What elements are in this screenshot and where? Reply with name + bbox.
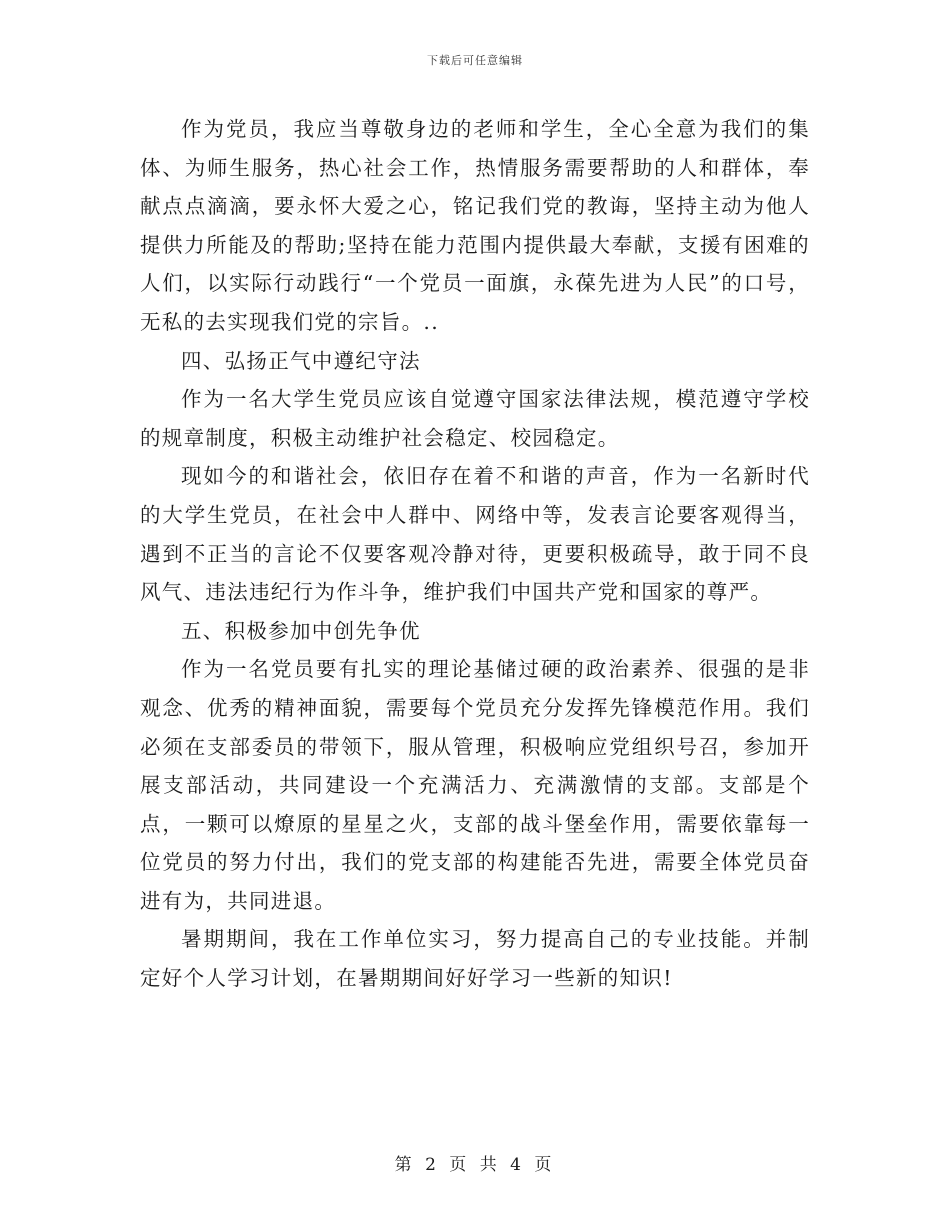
paragraph-service: 作为党员，我应当尊敬身边的老师和学生，全心全意为我们的集体、为师生服务，热心社会工作，热情服务需要帮助的人和群体，奉献点点滴滴，要永怀大爱之心，铭记我们党的教诲，坚持主动为他人提供力所能及的帮助;坚持在能力范围内提供最大奉献，支援有困难的人们，以实际行动践行“一个党员一面旗，永葆先进为人民”的口号，无私的去实现我们党的宗旨。.. — [140, 117, 810, 334]
paragraph-summer: 暑期期间，我在工作单位实习，努力提高自己的专业技能。并制定好个人学习计划，在暑期期间好好学习一些新的知识! — [140, 927, 810, 991]
paragraph-pioneer: 作为一名党员要有扎实的理论基储过硬的政治素养、很强的是非观念、优秀的精神面貌，需要每个党员充分发挥先锋模范作用。我们必须在支部委员的带领下，服从管理，积极响应党组织号召，参加开展支部活动，共同建设一个充满活力、充满激情的支部。支部是个点，一颗可以燎原的星星之火，支部的战斗堡垒作用，需要依靠每一位党员的努力付出，我们的党支部的构建能否先进，需要全体党员奋进有为，共同进退。 — [140, 657, 810, 913]
page-number: 第 2 页 共 4 页 — [394, 1155, 556, 1175]
section-heading-5: 五、积极参加中创先争优 — [181, 618, 421, 643]
paragraph-harmony: 现如今的和谐社会，依旧存在着不和谐的声音，作为一名新时代的大学生党员，在社会中人群中、网络中等，发表言论要客观得当，遇到不正当的言论不仅要客观冷静对待，更要积极疏导，敢于同不良风气、违法违纪行为作斗争，维护我们中国共产党和国家的尊严。 — [140, 464, 810, 605]
paragraph-law: 作为一名大学生党员应该自觉遵守国家法律法规，模范遵守学校的规章制度，积极主动维护社会稳定、校园稳定。 — [140, 387, 810, 450]
section-heading-4: 四、弘扬正气中遵纪守法 — [181, 348, 421, 373]
page-header: 下载后可任意编辑 — [427, 54, 523, 67]
document-body — [140, 110, 810, 998]
